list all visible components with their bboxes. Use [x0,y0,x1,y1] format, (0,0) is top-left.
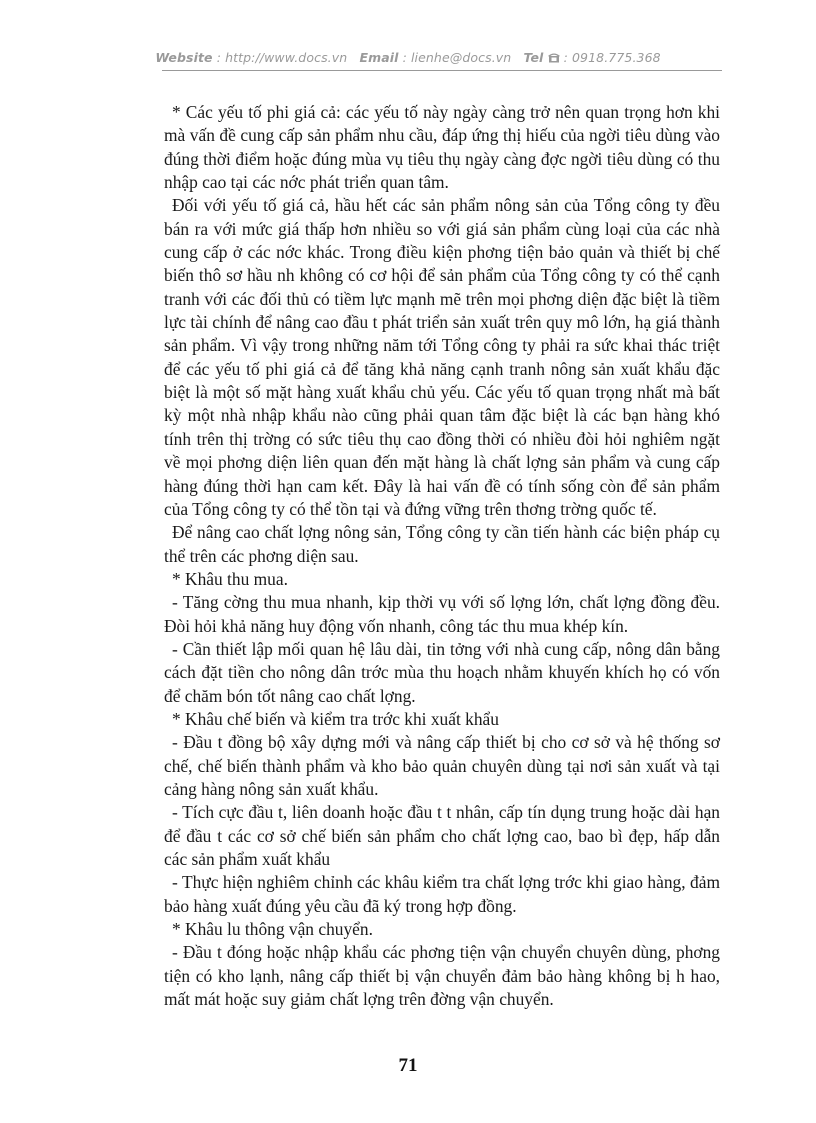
paragraph: - Cần thiết lập mối quan hệ lâu dài, tin tởng với nhà cung cấp, nông dân bằng cách đặt tiền cho nông dân trớc mùa thu hoạch nhằm khuyến khích họ có vốn để chăm bón tốt nâng cao chất lợng. [164,638,720,706]
paragraph: - Đầu t đồng bộ xây dựng mới và nâng cấp thiết bị cho cơ sở và hệ thống sơ chế, chế biến thành phẩm và kho bảo quản chuyên dùng tại nơi sản xuất và tại cảng hàng nông sản xuất khẩu. [164,732,720,799]
website-value: : http://www.docs.vn [216,50,348,65]
page-header [0,50,816,65]
paragraph: Đối với yếu tố giá cả, hầu hết các sản phẩm nông sản của Tổng công ty đều bán ra với mức giá thấp hơn nhiều so với giá sản phẩm cùng loại của các nhà cung cấp ở các nớc khác. Trong điều kiện phơng tiện bảo quản và thiết bị chế biến thô sơ hầu nh không có cơ hội để sản phẩm của Tổng công ty có thể cạnh tranh với các đối thủ có tiềm lực mạnh mẽ trên mọi phơng diện đặc biệt là tiềm lực tài chính để nâng cao đầu t phát triển sản xuất trên quy mô lớn, hạ giá thành sản phẩm. Vì vậy trong những năm tới Tổng công ty phải ra sức khai thác triệt để các yếu tố phi giá cả để tăng khả năng cạnh tranh nông sản xuất khẩu đặc biệt là một số mặt hàng xuất khẩu chủ yếu. Các yếu tố quan trọng nhất mà bất kỳ một nhà nhập khẩu nào cũng phải quan tâm đặc biệt là các bạn hàng khó tính trên thị trờng có sức tiêu thụ cao đồng thời có nhiều đòi hỏi nghiêm ngặt về mọi phơng diện liên quan đến mặt hàng là chất lợng sản phẩm và cung cấp hàng đúng thời hạn cam kết. Đây là hai vấn đề có tính sống còn để sản phẩm của Tổng công ty có thể tồn tại và đứng vững trên thơng trờng quốc tế. [164,195,720,519]
email-value: : lienhe@docs.vn [402,50,512,65]
tel-label: Tel [523,50,544,65]
paragraph: * Khâu thu mua. [172,568,288,589]
phone-icon [548,50,564,65]
header-rule [162,70,722,71]
page-number: 71 [398,1055,418,1076]
website-label: Website [155,50,213,65]
paragraph: - Thực hiện nghiêm chỉnh các khâu kiểm tra chất lợng trớc khi giao hàng, đảm bảo hàng xuất đúng yêu cầu đã ký trong hợp đồng. [164,872,720,916]
tel-value: : 0918.775.368 [563,50,661,65]
paragraph: - Tích cực đầu t, liên doanh hoặc đầu t t nhân, cấp tín dụng trung hoặc dài hạn để đầu t các cơ sở chế biến sản phẩm cho chất lợng cao, bao bì đẹp, hấp dẫn các sản phẩm xuất khẩu [164,802,720,869]
paragraph: - Đầu t đóng hoặc nhập khẩu các phơng tiện vận chuyển chuyên dùng, phơng tiện có kho lạnh, nâng cấp thiết bị vận chuyển đảm bảo hàng không bị h hao, mất mát hoặc suy giảm chất lợng trên đờng vận chuyển. [164,942,720,1010]
paragraph: - Tăng cờng thu mua nhanh, kịp thời vụ với số lợng lớn, chất lợng đồng đều. Đòi hỏi khả năng huy động vốn nhanh, công tác thu mua khép kín. [164,592,720,636]
paragraph: * Khâu chế biến và kiểm tra trớc khi xuất khẩu [172,708,499,729]
paragraph: Để nâng cao chất lợng nông sản, Tổng công ty cần tiến hành các biện pháp cụ thể trên các phơng diện sau. [164,522,720,566]
paragraph: * Các yếu tố phi giá cả: các yếu tố này ngày càng trở nên quan trọng hơn khi mà vấn đề cung cấp sản phẩm nhu cầu, đáp ứng thị hiếu của ngời tiêu dùng vào đúng thời điểm hoặc đúng mùa vụ tiêu thụ ngày càng đợc ngời tiêu dùng có thu nhập cao tại các nớc phát triển quan tâm. [164,102,720,193]
paragraph: * Khâu lu thông vận chuyển. [172,919,373,940]
page-body [164,101,720,1011]
email-label: Email [359,50,399,65]
